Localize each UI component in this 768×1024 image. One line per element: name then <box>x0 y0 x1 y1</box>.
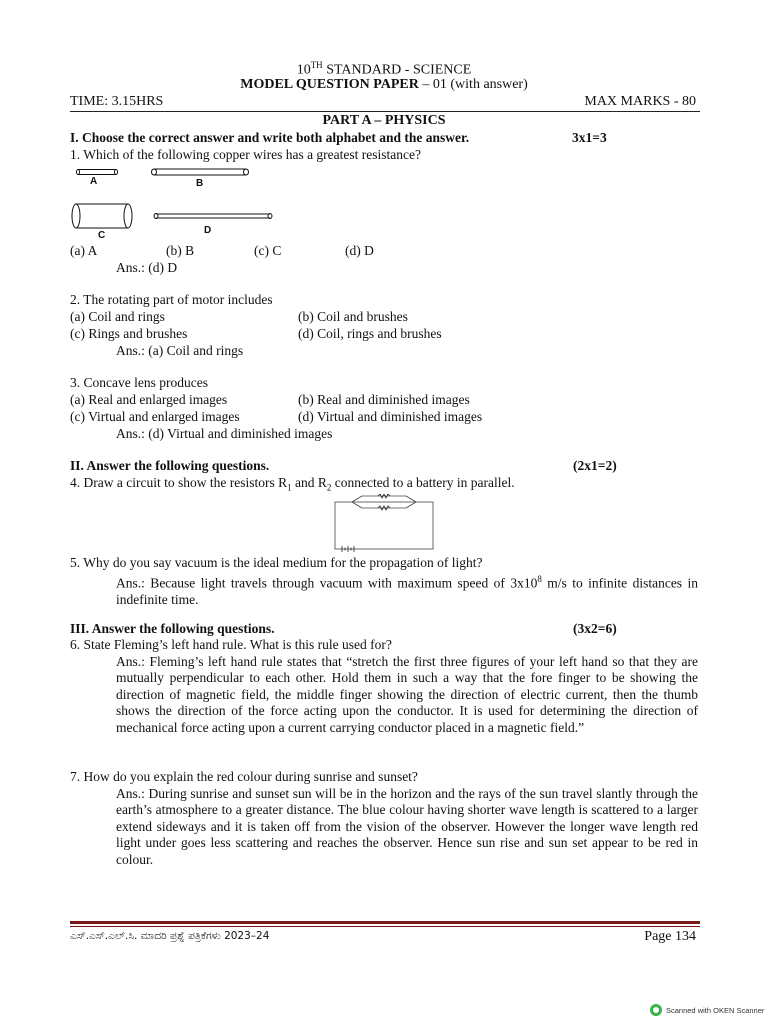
q5-ans-a: Ans.: Because light travels through vacuum with maximum speed of 3x10 <box>116 575 538 591</box>
q1-answer: Ans.: (d) D <box>116 260 178 275</box>
q4-sub1: 1 <box>287 482 292 493</box>
q5-answer <box>116 571 698 608</box>
section3-marks: (3x2=6) <box>573 621 617 636</box>
q3-text: 3. Concave lens produces <box>70 375 208 390</box>
section1-heading: I. Choose the correct answer and write both alphabet and the answer. <box>70 130 470 145</box>
title-rest: STANDARD - SCIENCE <box>322 62 472 78</box>
subtitle-rest: – 01 (with answer) <box>418 77 528 92</box>
q6-answer: Ans.: Fleming’s left hand rule states that “stretch the first three figures of your left hand so that they are mutually perpendicular to each other. Hold them in such a way that the fore finger to be showing the direction of magnetic field, the middle finger showing the direction of electric current, then the thumb shows the direction of the force acting upon the conductor. It is used for determining the direction of mechanical force acting upon a current carrying conductor placed in a magnetic field.” <box>116 654 698 735</box>
q2-option-d: (d) Coil, rings and brushes <box>298 326 442 341</box>
q4-t1: 4. Draw a circuit to show the resistors R <box>70 475 288 490</box>
q2-answer: Ans.: (a) Coil and rings <box>116 343 244 358</box>
q4-t3: connected to a battery in parallel. <box>331 475 515 490</box>
scanner-logo-icon <box>650 1004 662 1016</box>
title-num: 10 <box>296 62 311 78</box>
q2-option-a: (a) Coil and rings <box>70 309 165 324</box>
q2-option-b: (b) Coil and brushes <box>298 309 408 324</box>
paper-subtitle <box>0 77 768 93</box>
q2-text: 2. The rotating part of motor includes <box>70 292 273 307</box>
header-rule <box>70 111 700 112</box>
q1-option-d: (d) D <box>345 243 374 258</box>
wire-label-a: A <box>90 176 98 187</box>
scanner-label: Scanned with OKEN Scanner <box>666 1005 765 1015</box>
section3-heading: III. Answer the following questions. <box>70 621 275 636</box>
q3-answer: Ans.: (d) Virtual and diminished images <box>116 426 333 441</box>
q4-sub2: 2 <box>326 482 332 493</box>
scanner-watermark <box>650 1004 764 1016</box>
wire-d-icon <box>154 214 272 219</box>
q1-option-c: (c) C <box>254 243 282 258</box>
parallel-circuit-diagram <box>334 494 436 552</box>
q5-text: 5. Why do you say vacuum is the ideal medium for the propagation of light? <box>70 555 483 570</box>
footer-rule-thin <box>70 926 700 927</box>
wire-label-c: C <box>98 230 106 241</box>
q3-option-a: (a) Real and enlarged images <box>70 392 228 407</box>
q3-option-b: (b) Real and diminished images <box>298 392 470 407</box>
q5-ans-b: m/s to infinite distances in indefinite time. <box>116 575 698 607</box>
part-title: PART A – PHYSICS <box>322 113 446 128</box>
section2-heading: II. Answer the following questions. <box>70 458 270 473</box>
wire-a-icon <box>77 170 118 175</box>
q6-text: 6. State Fleming’s left hand rule. What is this rule used for? <box>70 637 392 652</box>
section1-marks: 3x1=3 <box>572 130 607 145</box>
q3-option-c: (c) Virtual and enlarged images <box>70 409 240 424</box>
q7-text: 7. How do you explain the red colour during sunrise and sunset? <box>70 769 418 784</box>
wire-label-d: D <box>204 225 212 236</box>
wire-c-icon <box>72 204 132 228</box>
title-sup: TH <box>310 60 323 70</box>
page-number: Page 134 <box>644 929 696 944</box>
section2-marks: (2x1=2) <box>573 458 617 473</box>
q2-option-c: (c) Rings and brushes <box>70 326 188 341</box>
q1-option-a: (a) A <box>70 243 98 258</box>
q3-option-d: (d) Virtual and diminished images <box>298 409 483 424</box>
q5-ans-sup: 8 <box>537 574 542 584</box>
q1-option-b: (b) B <box>166 243 195 258</box>
paper-title <box>0 60 768 79</box>
q7-answer: Ans.: During sunrise and sunset sun will be in the horizon and the rays of the sun travel slantly through the earth’s atmosphere to a greater distance. The blue colour having shorter wave length is scattered to a larger extend sideways and it is taken off from the vision of the observer. However the longer wave length red light under goes less scattering and reaches the observer. Hence sun rise and sun set appear to be red in colour. <box>116 786 698 867</box>
q1-text: 1. Which of the following copper wires has a greatest resistance? <box>70 147 421 162</box>
time-label: TIME: 3.15HRS <box>70 94 164 109</box>
footer-left-text: ಎಸ್.ಎಸ್.ಎಲ್.ಸಿ. ಮಾದರಿ ಪ್ರಶ್ನೆ ಪತ್ರಿಕೆಗಳು 2023–24 <box>70 930 270 942</box>
wire-b-icon <box>152 169 249 175</box>
footer-rule <box>70 921 700 924</box>
wire-label-b: B <box>196 178 204 189</box>
q4-text <box>70 475 515 493</box>
max-marks-label: MAX MARKS - 80 <box>584 94 696 109</box>
subtitle-bold: MODEL QUESTION PAPER <box>240 77 419 92</box>
q4-t2: and R <box>291 475 327 490</box>
